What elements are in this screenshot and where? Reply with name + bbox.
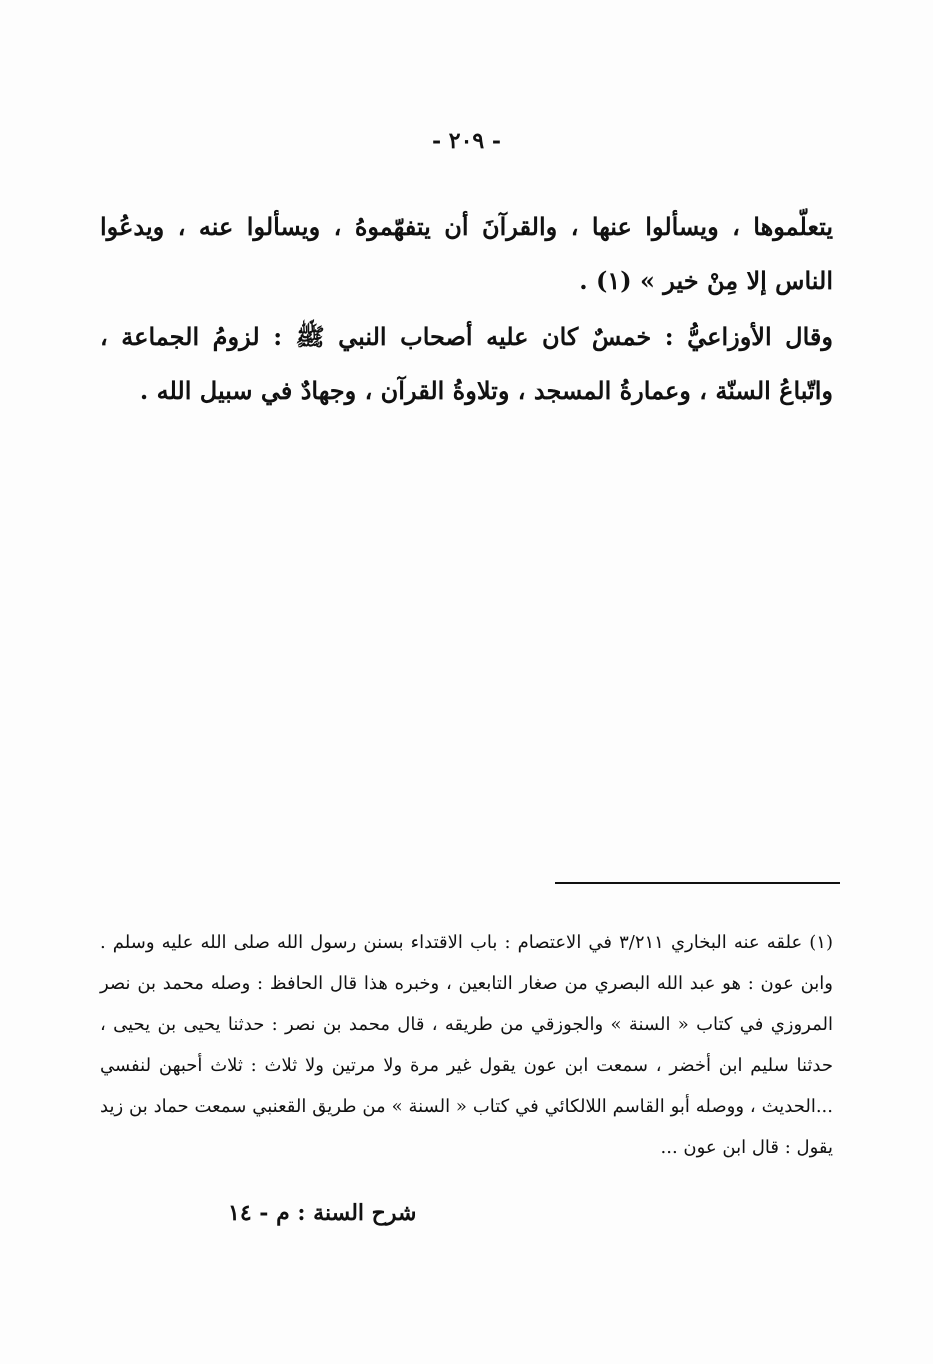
body-paragraph-2: وقال الأوزاعيُّ : خمسٌ كان عليه أصحاب النبي ﷺ : لزومُ الجماعة ، واتّباعُ السنّة ، وعمارةُ المسجد ، وتلاوةُ القرآن ، وجهادٌ في سبيل الله .	[100, 322, 833, 405]
footnote: (١) علقه عنه البخاري ٣/٢١١ في الاعتصام : باب الاقتداء بسنن رسول الله صلى الله عليه وسلم . وابن عون : هو عبد الله البصري من صغار التابعين ، وخبره هذا قال الحافظ : وصله محمد بن نصر المروزي في كتاب « السنة » والجوزقي من طريقه ، قال محمد بن نصر : حدثنا يحيى بن يحيى ، حدثنا سليم ابن أخضر ، سمعت ابن عون يقول غير مرة ولا مرتين ولا ثلاث : ثلاث أحبهن لنفسي ...الحديث ، ووصله أبو القاسم اللالكائي في كتاب « السنة » من طريق القعنبي سمعت حماد بن زيد يقول : قال ابن عون ...	[100, 932, 834, 1158]
signature-mark: شرح السنة : م - ١٤	[228, 1200, 417, 1226]
page-number: - ٢٠٩ -	[431, 128, 502, 154]
footnote-divider	[555, 882, 840, 884]
body-paragraph-1: يتعلّموها ، ويسألوا عنها ، والقرآنَ أن يتفهّموهُ ، ويسألوا عنه ، ويدعُوا الناس إلا مِنْ خير » (١) .	[100, 212, 833, 295]
